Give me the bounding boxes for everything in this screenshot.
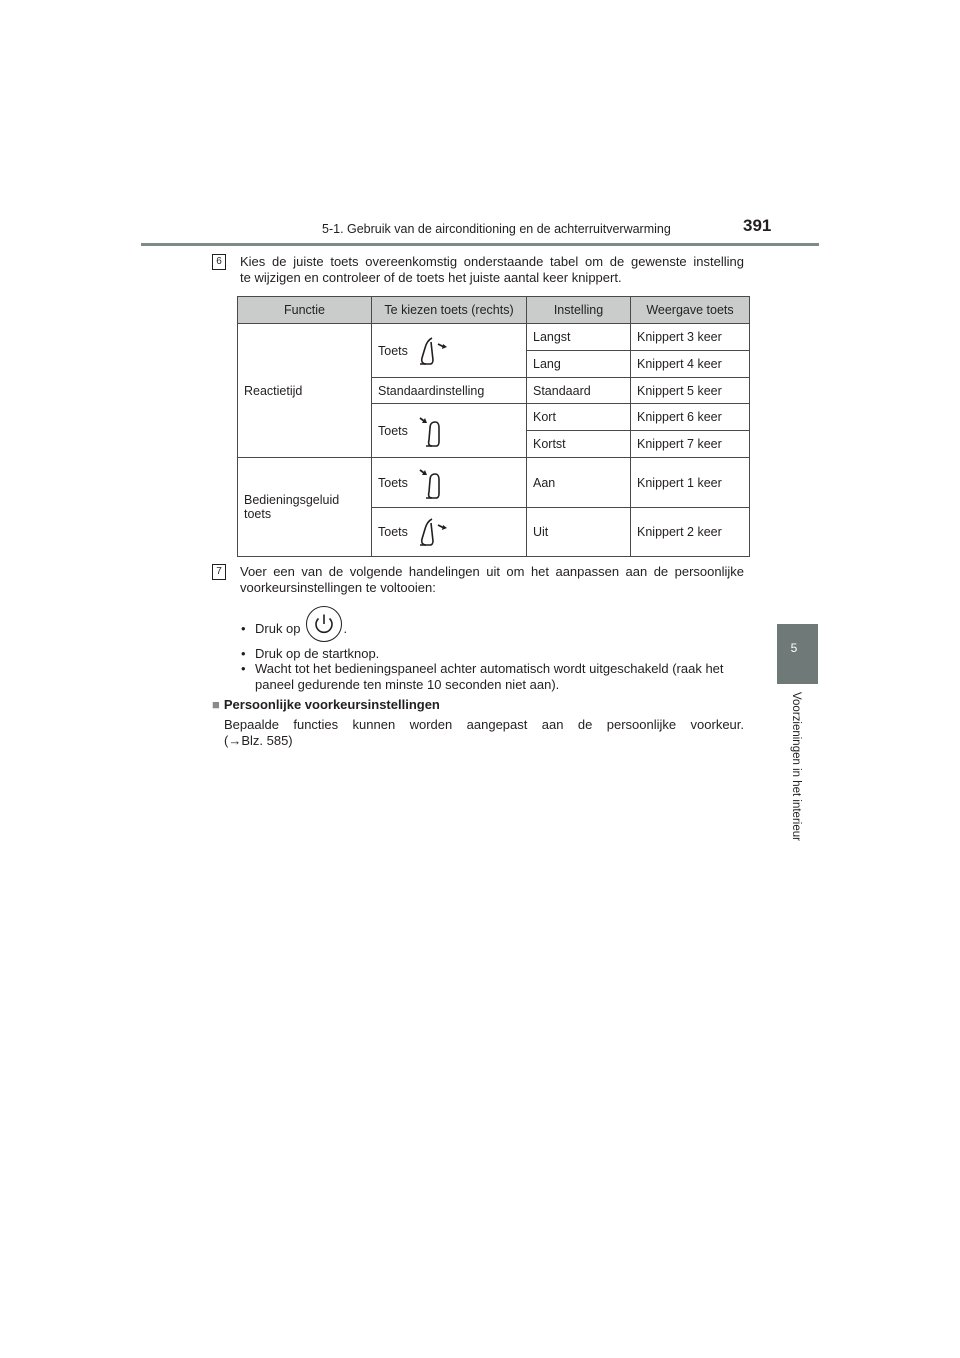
weergave-cell: Knippert 6 keer	[631, 404, 750, 431]
toets-label: Toets	[378, 475, 408, 490]
section-heading	[212, 697, 440, 712]
power-icon	[307, 607, 341, 641]
section-title: 5-1. Gebruik van de airconditioning en de achterruitverwarming	[322, 222, 671, 236]
step-6-line-1: Kies de juiste toets overeenkomstig onderstaande tabel om de gewenste instelling	[240, 254, 744, 269]
settings-table	[237, 296, 750, 557]
bediening-cell: Bedieningsgeluid toets	[238, 458, 372, 557]
header-rule	[141, 243, 819, 246]
step-6-line-2: te wijzigen en controleer of de toets het juiste aantal keer knippert.	[240, 270, 622, 285]
weergave-cell: Knippert 7 keer	[631, 431, 750, 458]
bullet-dot: •	[241, 646, 246, 661]
weergave-cell: Knippert 5 keer	[631, 378, 750, 404]
weergave-cell: Knippert 2 keer	[631, 508, 750, 557]
step-number-7: 7	[212, 564, 226, 580]
instelling-cell: Kort	[527, 404, 631, 431]
header-functie: Functie	[238, 297, 372, 324]
header-weergave: Weergave toets	[631, 297, 750, 324]
list-item	[241, 646, 379, 662]
step-7-line-2: voorkeursinstellingen te voltooien:	[240, 580, 436, 595]
toets-seat-forward-cell	[372, 404, 527, 458]
chapter-label: Voorzieningen in het interieur	[790, 692, 802, 841]
toets-seat-back-cell	[372, 324, 527, 378]
section-heading-text: Persoonlijke voorkeursinstellingen	[223, 697, 440, 712]
section-line-2: (→Blz. 585)	[224, 733, 293, 748]
list-item	[241, 661, 724, 677]
toets-label: Toets	[378, 423, 408, 438]
section-line-1: Bepaalde functies kunnen worden aangepast aan de persoonlijke voorkeur.	[224, 717, 744, 732]
instelling-cell: Standaard	[527, 378, 631, 404]
bullet-1-prefix: Druk op	[255, 621, 301, 636]
instelling-cell: Aan	[527, 458, 631, 508]
weergave-cell: Knippert 1 keer	[631, 458, 750, 508]
instelling-cell: Kortst	[527, 431, 631, 458]
bullet-dot: •	[241, 621, 246, 636]
step-7-line-1: Voer een van de volgende handelingen uit om het aanpassen aan de persoonlijke	[240, 564, 744, 579]
toets-label: Toets	[378, 343, 408, 358]
table-row	[238, 324, 750, 351]
instelling-cell: Langst	[527, 324, 631, 351]
instelling-cell: Uit	[527, 508, 631, 557]
toets-label: Toets	[378, 525, 408, 539]
header-instelling: Instelling	[527, 297, 631, 324]
section-marker-icon: ■	[212, 697, 220, 712]
bullet-2-text: Druk op de startknop.	[255, 646, 380, 661]
section-text	[224, 717, 744, 749]
step-number-6: 6	[212, 254, 226, 270]
bullet-3-line-2: paneel gedurende ten minste 10 seconden niet aan).	[255, 677, 560, 692]
bullet-3-line-1: Wacht tot het bedieningspaneel achter automatisch wordt uitgeschakeld (raak het	[255, 661, 724, 676]
reactietijd-cell: Reactietijd	[238, 324, 372, 458]
toets-seat-forward-cell	[372, 458, 527, 508]
table-row	[238, 458, 750, 508]
bullet-1-suffix: .	[343, 621, 348, 636]
standaardinstelling-cell: Standaardinstelling	[372, 378, 527, 404]
seat-recline-back-icon	[412, 515, 454, 549]
instelling-cell: Lang	[527, 351, 631, 378]
chapter-number: 5	[790, 641, 798, 655]
list-item-continuation	[255, 677, 559, 693]
seat-recline-forward-icon	[412, 466, 454, 500]
power-button-illustration	[306, 606, 342, 642]
bullet-dot: •	[241, 661, 246, 676]
page-number: 391	[743, 216, 772, 235]
header-toets: Te kiezen toets (rechts)	[372, 297, 527, 324]
step-6-text	[240, 254, 744, 286]
table-header-row	[238, 297, 750, 324]
weergave-cell: Knippert 3 keer	[631, 324, 750, 351]
weergave-cell: Knippert 4 keer	[631, 351, 750, 378]
toets-seat-back-cell	[372, 508, 527, 557]
seat-recline-forward-icon	[412, 414, 454, 448]
seat-recline-back-icon	[412, 334, 454, 368]
step-7-text	[240, 564, 744, 596]
